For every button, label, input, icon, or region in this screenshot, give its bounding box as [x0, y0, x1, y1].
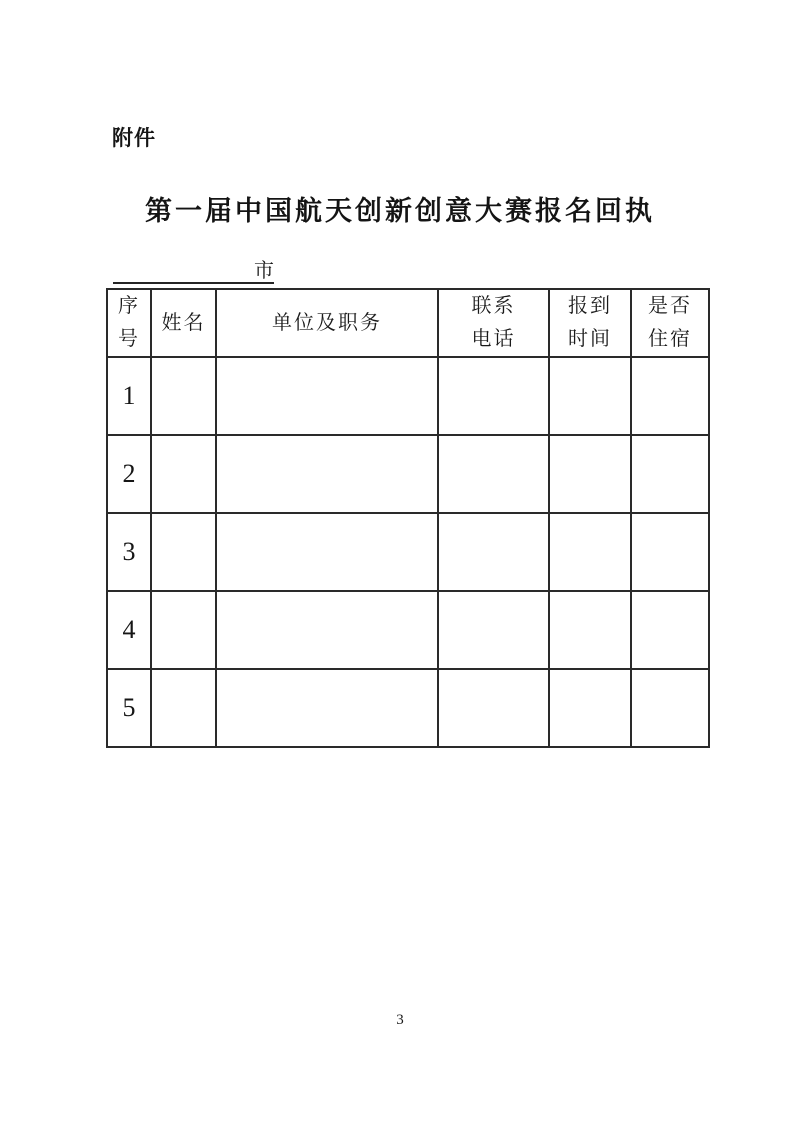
name-cell	[151, 513, 216, 591]
table-row	[107, 357, 709, 435]
page-title: 第一届中国航天创新创意大赛报名回执	[145, 196, 655, 226]
header-checkin-time-line2: 时间	[568, 328, 612, 350]
header-contact-phone-line2: 电话	[471, 328, 516, 350]
lodging-cell	[631, 357, 709, 435]
checkin-time-cell	[549, 513, 631, 591]
name-cell	[151, 669, 216, 747]
header-unit-position-line1: 单位及职务	[272, 311, 382, 334]
registration-table	[106, 288, 710, 748]
table-row	[107, 669, 709, 747]
serial-number-cell: 3	[107, 513, 151, 591]
lodging-cell	[631, 513, 709, 591]
name-cell	[151, 435, 216, 513]
phone-cell	[438, 591, 549, 669]
table-row	[107, 513, 709, 591]
header-unit-position	[216, 289, 438, 357]
table-row	[107, 435, 709, 513]
header-lodging-line2: 住宿	[648, 328, 692, 350]
header-serial-number	[107, 289, 151, 357]
serial-number-cell: 4	[107, 591, 151, 669]
header-serial-number-line1: 序	[118, 295, 140, 317]
name-cell	[151, 591, 216, 669]
checkin-time-cell	[549, 591, 631, 669]
header-name	[151, 289, 216, 357]
unit-position-cell	[216, 435, 438, 513]
phone-cell	[438, 513, 549, 591]
table-row	[107, 591, 709, 669]
checkin-time-cell	[549, 357, 631, 435]
header-contact-phone	[438, 289, 549, 357]
header-checkin-time-line1: 报到	[568, 295, 612, 317]
lodging-cell	[631, 435, 709, 513]
phone-cell	[438, 357, 549, 435]
header-lodging	[631, 289, 709, 357]
checkin-time-cell	[549, 669, 631, 747]
name-cell	[151, 357, 216, 435]
lodging-cell	[631, 591, 709, 669]
page-number: 3	[396, 1012, 404, 1028]
unit-position-cell	[216, 669, 438, 747]
serial-number-cell: 1	[107, 357, 151, 435]
phone-cell	[438, 669, 549, 747]
unit-position-cell	[216, 591, 438, 669]
phone-cell	[438, 435, 549, 513]
checkin-time-cell	[549, 435, 631, 513]
table-header-row	[107, 289, 709, 357]
serial-number-cell: 2	[107, 435, 151, 513]
header-name-line1: 姓名	[161, 311, 206, 334]
unit-position-cell	[216, 357, 438, 435]
header-checkin-time	[549, 289, 631, 357]
unit-position-cell	[216, 513, 438, 591]
attachment-label: 附件	[112, 127, 156, 150]
header-contact-phone-line1: 联系	[471, 295, 516, 317]
city-suffix-label: 市	[254, 260, 274, 282]
header-lodging-line1: 是否	[648, 295, 692, 317]
serial-number-cell: 5	[107, 669, 151, 747]
header-serial-number-line2: 号	[118, 328, 140, 350]
city-fill-in-blank	[113, 258, 274, 284]
lodging-cell	[631, 669, 709, 747]
